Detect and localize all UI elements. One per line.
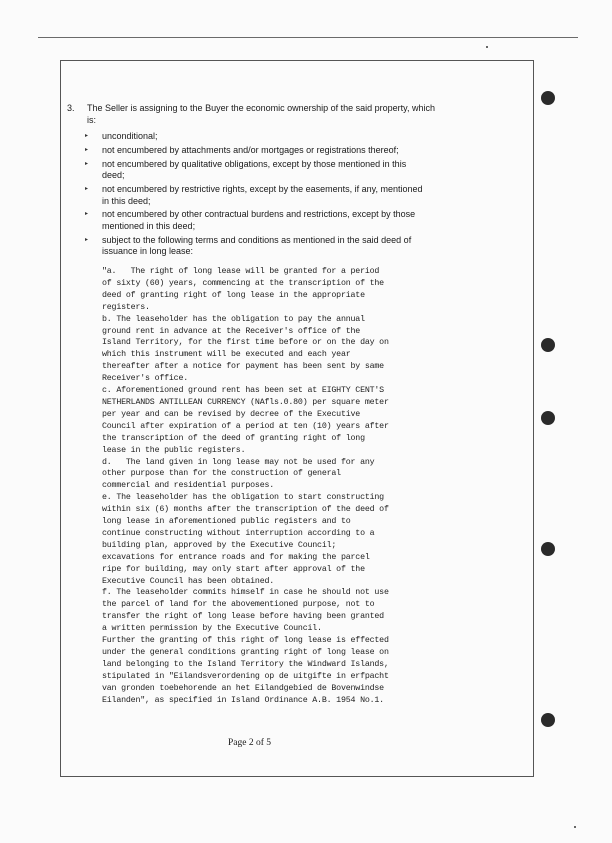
scan-speck — [486, 46, 488, 48]
list-item: ▸ subject to the following terms and conditions as mentioned in the said deed of issuance in long lease: — [85, 235, 425, 258]
lease-conditions-text: "a. The right of long lease will be granted for a period of sixty (60) years, commencing at the transcription of the deed of granting right of long lease in the appropriate registers. b. The leaseholder has the obligation to pay the annual ground rent in advance at the Receiver's office of the Island Territory, for the first time before or on the day on which this instrument will be executed and each year thereafter after a notice for payment has been sent by same Receiver's office. c. Aforementioned ground rent has been set at EIGHTY CENT'S NETHERLANDS ANTILLEAN CURRENCY (NAfls.0.80) per square meter per year and can be revised by decree of the Executive Council after expiration of a period at ten (10) years after the transcription of the deed of granting right of long lease in the public registers. d. The land given in long lease may not be used for any other purpose than for the construction of general commercial and residential purposes. e. The leaseholder has the obligation to start constructing within six (6) months after the transcription of the deed of long lease in aforementioned public registers and to continue constructing without interruption according to a building plan, approved by the Executive Council; excavations for entrance roads and for making the parcel ripe for building, may only start after approval of the Executive Council has been obtained. f. The leaseholder commits himself in case he should not use the parcel of land for the abovementioned purpose, not to transfer the right of long lease before having been granted a written permission by the Executive Council. Further the granting of this right of long lease is effected under the general conditions granting right of long lease on land belonging to the Island Territory the Windward Islands, stipulated in "Eilandsverordening op de uitgifte in erfpacht van gronden toebehorende an het Eilandgebied de Bovenwindse Eilanden", as specified in Island Ordinance A.B. 1954 No.1. — [102, 267, 389, 705]
scan-edge-line — [38, 37, 578, 38]
punch-hole — [541, 713, 555, 727]
list-item: ▸ unconditional; — [85, 131, 425, 143]
punch-hole — [541, 542, 555, 556]
punch-hole — [541, 411, 555, 425]
list-item: ▸ not encumbered by attachments and/or mortgages or registrations thereof; — [85, 145, 425, 157]
section-intro: The Seller is assigning to the Buyer the economic ownership of the said property, which is: — [87, 103, 436, 125]
list-item: ▸ not encumbered by restrictive rights, except by the easements, if any, mentioned in this deed; — [85, 184, 425, 207]
scan-speck — [574, 826, 576, 828]
punch-hole — [541, 91, 555, 105]
page-number: Page 2 of 5 — [228, 738, 272, 748]
section-number: 3. — [67, 103, 75, 113]
punch-hole — [541, 338, 555, 352]
list-item: ▸ not encumbered by qualitative obligations, except by those mentioned in this deed; — [85, 159, 425, 182]
condition-list — [85, 131, 425, 260]
list-item: ▸ not encumbered by other contractual burdens and restrictions, except by those mentioned in this deed; — [85, 209, 425, 232]
